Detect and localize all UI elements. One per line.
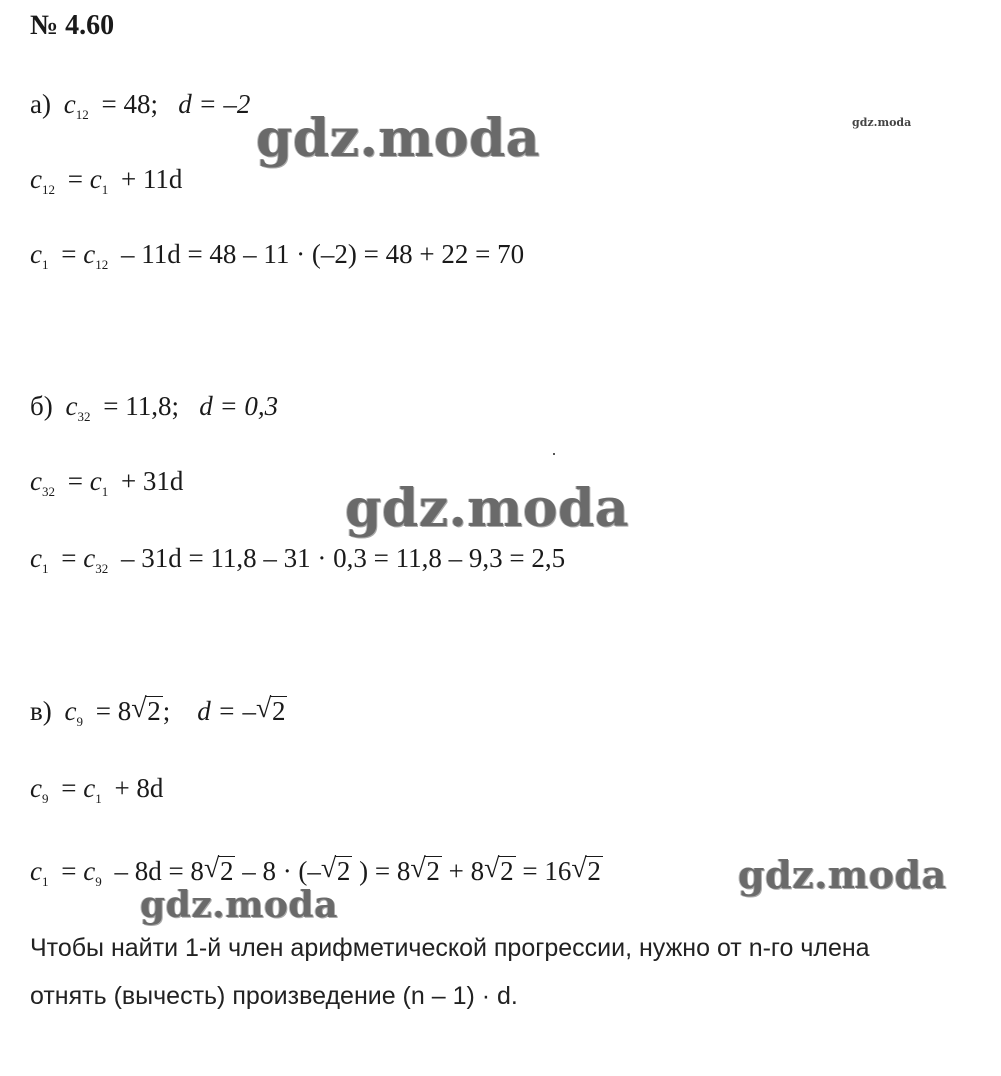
sqrt-radicand: 2 [147, 696, 161, 726]
var-c: c [64, 696, 77, 726]
var-c: c [89, 466, 102, 496]
given-value: = 48; [101, 89, 158, 119]
part-v-formula [30, 772, 163, 815]
calc-rest: – 31d = 11,8 – 31 · 0,3 = 11,8 – 9,3 = 2,5 [120, 543, 566, 573]
conclusion-line-1: Чтобы найти 1-й член арифметической прогрессии, нужно от n-го члена [30, 934, 870, 962]
calc-segment: ) = 8 [359, 856, 411, 886]
subscript: 1 [95, 791, 102, 806]
part-v-given [30, 695, 287, 738]
var-c: c [30, 239, 42, 269]
sqrt-radicand: 2 [426, 856, 440, 886]
equals-sign: = [61, 773, 77, 803]
part-b-label: б) [30, 391, 53, 421]
subscript: 1 [101, 182, 109, 197]
part-a-label: а) [30, 89, 51, 119]
subscript: 12 [75, 107, 89, 122]
part-a-formula [30, 163, 182, 206]
watermark-small: gdz.moda [852, 116, 912, 129]
equals-sign: = [67, 466, 83, 496]
subscript: 32 [95, 561, 109, 576]
calc-segment: = 16 [522, 856, 572, 886]
equals-sign: = [61, 239, 77, 269]
sqrt-radicand: 2 [219, 856, 234, 886]
var-c: c [30, 543, 42, 573]
sqrt-symbol [321, 855, 353, 887]
part-a-calc [30, 238, 524, 281]
sqrt-radicand: 2 [271, 696, 286, 726]
var-c: c [30, 773, 42, 803]
conclusion-line-2: отнять (вычесть) произведение (n – 1) · d. [30, 982, 518, 1010]
part-b-given [30, 390, 278, 433]
sqrt-radicand: 2 [587, 856, 601, 886]
subscript: 9 [41, 791, 49, 806]
var-c: c [30, 466, 42, 496]
var-c: c [83, 543, 96, 573]
calc-segment: – 8d = 8 [114, 856, 204, 886]
calc-rest: – 11d = 48 – 11 · (–2) = 48 + 22 = 70 [120, 239, 525, 269]
watermark-large: gdz.moda [140, 884, 338, 926]
var-c: c [65, 391, 78, 421]
subscript: 1 [41, 257, 49, 272]
problem-number: № 4.60 [30, 10, 115, 41]
sqrt-symbol [484, 855, 516, 887]
subscript: 9 [95, 874, 102, 889]
var-c: c [89, 164, 102, 194]
part-b-calc [30, 542, 565, 585]
var-c: c [83, 773, 96, 803]
watermark-large: gdz.moda [738, 852, 947, 897]
sqrt-radicand: 2 [500, 856, 514, 886]
equals-sign: = [61, 543, 77, 573]
subscript: 32 [41, 484, 55, 499]
given-d: d = – [197, 696, 256, 726]
subscript: 1 [41, 561, 49, 576]
subscript: 12 [41, 182, 55, 197]
part-a-given [30, 88, 250, 131]
subscript: 12 [95, 257, 109, 272]
given-value: = 8 [95, 696, 132, 726]
part-v-label: в) [30, 696, 52, 726]
sqrt-symbol [256, 695, 288, 727]
calc-segment: – 8 · (– [242, 856, 321, 886]
calc-segment: + 8 [448, 856, 485, 886]
subscript: 1 [41, 874, 49, 889]
sqrt-radicand: 2 [336, 856, 351, 886]
punctuation: ; [162, 696, 171, 726]
conclusion-paragraph [30, 924, 980, 1020]
given-d: d = –2 [178, 89, 251, 119]
var-c: c [83, 239, 96, 269]
sqrt-symbol [410, 855, 442, 887]
given-d: d = 0,3 [199, 391, 279, 421]
subscript: 32 [77, 409, 91, 424]
given-value: = 11,8; [103, 391, 179, 421]
formula-rest: + 31d [120, 466, 184, 496]
var-c: c [83, 856, 96, 886]
formula-rest: + 8d [114, 773, 164, 803]
speck [553, 453, 555, 455]
var-c: c [30, 164, 42, 194]
var-c: c [30, 856, 42, 886]
subscript: 9 [76, 714, 83, 729]
sqrt-symbol [204, 855, 236, 887]
equals-sign: = [67, 164, 83, 194]
watermark-large: gdz.moda [256, 108, 541, 169]
var-c: c [63, 89, 76, 119]
equals-sign: = [61, 856, 77, 886]
watermark-large: gdz.moda [345, 478, 630, 539]
subscript: 1 [101, 484, 109, 499]
formula-rest: + 11d [120, 164, 183, 194]
part-b-formula [30, 465, 183, 508]
sqrt-symbol [131, 695, 163, 727]
sqrt-symbol [571, 855, 603, 887]
